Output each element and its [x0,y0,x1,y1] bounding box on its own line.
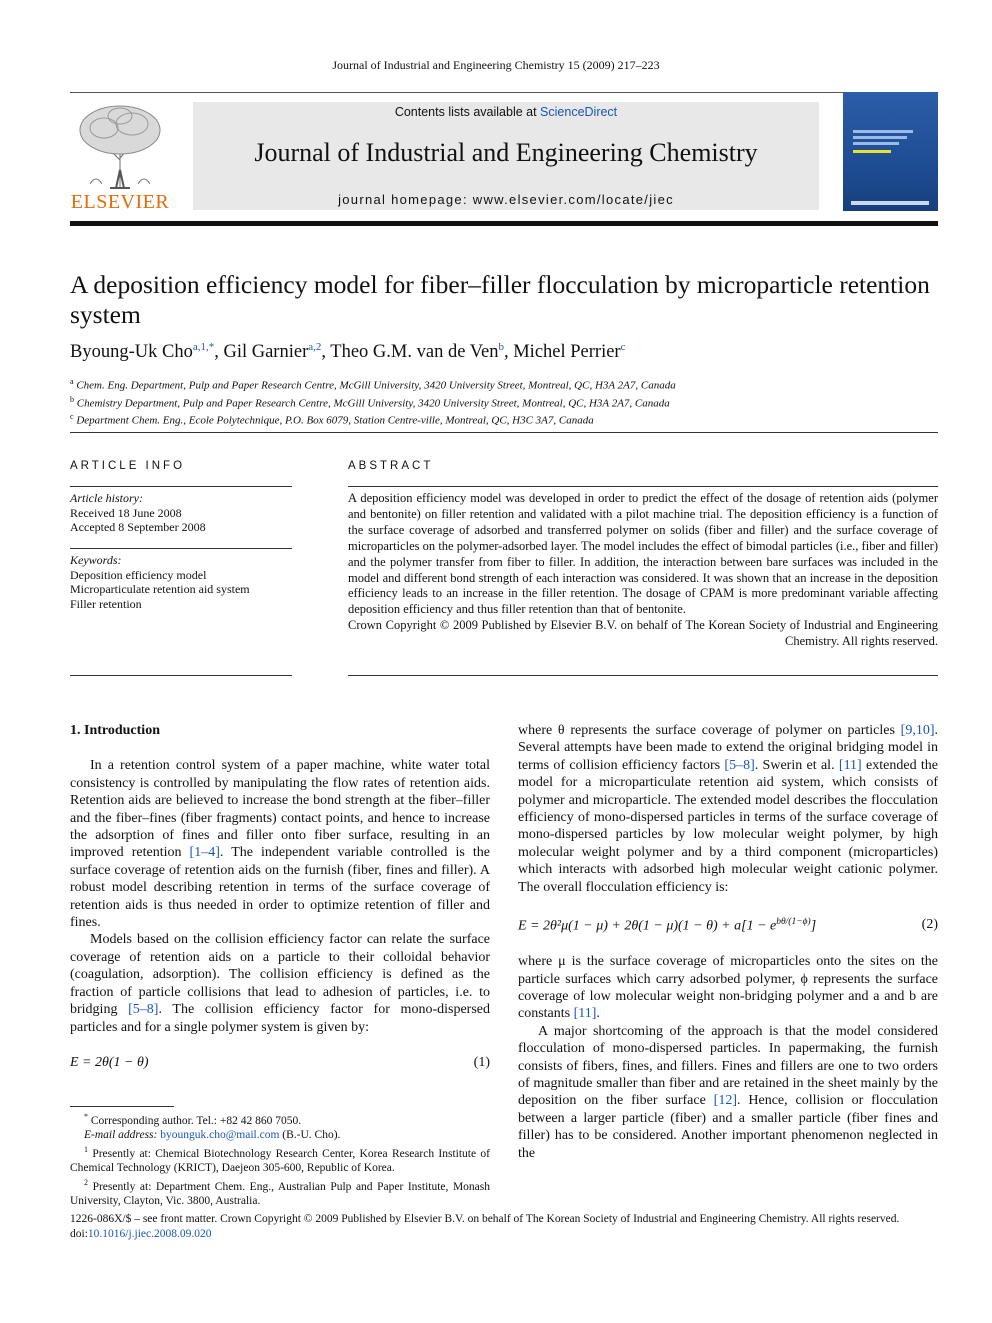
contents-line [193,105,819,119]
paragraph: In a retention control system of a paper machine, white water total consistency is controlled by manipulating the flow rates of retention aids. Retention aids are believed to increase the bond strength at the fiber–filler and the fiber–fines (fiber fragments) contact points, and hence to increase the adsorption of fines and filler onto fiber surface, resulting in an improved retention [1–4]. The independent variable controlled is the surface coverage of retention aids on the furnish (fiber, fines and filler). A robust model describing retention in terms of the surface coverage of retention aids is thus needed in order to optimize retention of filler and fines. [70,758,490,931]
footnotes [70,1110,490,1208]
citation-link[interactable]: [1–4] [189,845,220,861]
affiliation-key: b [70,394,74,404]
abstract-text: A deposition efficiency model was developed in order to predict the effect of the dosage of retention aids (polymer and bentonite) on filler retention and validated with a pilot machine trial. The deposition efficiency is a function of the surface coverage of adsorbed and transferred polymer on solids (fiber and filler) and the surface coverage of microparticles on the polymer-adsorbed layer. The model includes the effect of bimodal particles (i.e., fiber and filler) and the polymer transfer from fiber to filler. In addition, the interaction between bare surfaces was included in the model and different bond strength of each interaction was considered. It was shown that an increase in the deposition efficiency leads to an increase in the filler retention. The dosage of CPAM is more predominant variable affecting deposition efficiency and thus filler retention than that of bentonite. [348,491,938,617]
citation-link[interactable]: [11] [838,757,862,773]
divider [70,432,938,433]
citation-link[interactable]: [5–8] [128,1002,159,1018]
author-separator: , [503,342,514,362]
doi-line: doi:10.1016/j.jiec.2008.09.020 [70,1228,212,1240]
abstract-body [348,491,938,650]
article-history [70,491,292,535]
author-name[interactable]: Gil Garnier [223,342,309,362]
affiliation-item [70,375,930,393]
elsevier-logo [70,100,170,214]
affiliation-text: Department Chem. Eng., Ecole Polytechnique, P.O. Box 6079, Station Centre-ville, Montreal, QC, H3C 3A7, Canada [76,414,594,427]
footnote-1: $^1$ Presently at: Chemical Biotechnology Research Center, Korea Research Institute of Chemical Technology (KRICT), Daejeon 305-600, Republic of Korea. [70,1144,491,1175]
keywords-block [70,553,292,611]
divider [348,486,938,487]
journal-cover-thumbnail [843,92,938,211]
body-column-left [70,722,490,1089]
author-separator: , [214,342,224,362]
author-affiliation-mark[interactable]: b [498,341,504,353]
affiliation-item [70,410,930,428]
affiliation-key: a [70,377,74,386]
author-affiliation-mark[interactable]: a,1,* [192,341,215,353]
header-rule [70,92,938,93]
doi-link[interactable]: 10.1016/j.jiec.2008.09.020 [87,1228,212,1240]
affiliations [70,375,930,428]
equation-1 [70,1054,490,1071]
cover-title-line [853,142,899,145]
cover-accent-bar [853,150,891,153]
abstract-copyright: Crown Copyright © 2009 Published by Elsevier B.V. on behalf of The Korean Society of Industrial and Engineering Chemistry. All rights reserved. [348,618,938,649]
divider [70,548,292,549]
accepted-date: Accepted 8 September 2008 [70,520,206,534]
author-name[interactable]: Theo G.M. van de Ven [330,342,499,362]
equation-2 [518,914,938,935]
journal-homepage[interactable]: journal homepage: www.elsevier.com/locate/jiec [338,192,674,207]
journal-citation: Journal of Industrial and Engineering Chemistry 15 (2009) 217–223 [332,58,660,72]
author-affiliation-mark[interactable]: c [620,341,626,353]
article-info-label: ARTICLE INFO [70,460,186,472]
equation-number: (1) [473,1054,490,1070]
citation-link[interactable]: [12] [713,1093,737,1109]
header-thick-rule [70,221,938,226]
article-title: A deposition efficiency model for fiber–filler flocculation by microparticle retention system [70,270,930,329]
received-date: Received 18 June 2008 [70,505,182,520]
affiliation-text: Chemistry Department, Pulp and Paper Research Centre, McGill University, 3420 University Street, Montreal, QC, H3A 2A7, Canada [76,397,670,410]
paragraph: A major shortcoming of the approach is that the model considered flocculation of mono-dispersed particles. In papermaking, the furnish consists of fibers, fines, and fillers. Fines and fillers are one to two orders of magnitude smaller than fiber and are retained in the sheet mainly by the deposition on the fiber surface [12]. Hence, collision or flocculation between a larger particle (fiber) and a smaller particle (fiber fines and filler) has to be considered. Another important phenomenon neglected in the [518,1023,939,1161]
affiliation-key: c [70,412,74,422]
author-list [70,341,930,363]
footnote-rule [70,1106,174,1107]
citation-link[interactable]: [5–8] [724,757,755,773]
author-affiliation-mark[interactable]: a,2 [308,341,322,353]
elsevier-wordmark: ELSEVIER [70,191,170,213]
citation-link[interactable]: [9,10] [900,723,935,738]
keyword-item: Microparticulate retention aid system [70,582,250,596]
equation-expression: E = 2θ(1 − θ) [70,1054,149,1070]
abstract-label: ABSTRACT [348,460,434,472]
footnote-corresponding: * Corresponding author. Tel.: +82 42 860 7050. [84,1112,302,1127]
page-footer [70,1212,938,1242]
divider [70,675,292,676]
citation-link[interactable]: [11] [573,1006,597,1022]
keywords-label: Keywords: [70,553,122,567]
author-separator: , [321,342,331,362]
footnote-email: E-mail address: byounguk.cho@mail.com (B.-U. Cho). [84,1129,341,1142]
elsevier-tree-icon [70,100,170,192]
email-link[interactable]: byounguk.cho@mail.com [160,1129,280,1142]
contents-prefix: Contents lists available at [394,105,541,119]
keyword-item: Filler retention [70,596,142,611]
body-column-right [518,722,938,1162]
paragraph: where μ is the surface coverage of microparticles onto the sites on the particle surfaces which carry adsorbed polymer, ϕ represents the surface coverage of low molecular weight non-bridging polymer and a and b are constants [11]. [518,954,938,1022]
paragraph: where θ represents the surface coverage of polymer on particles [9,10]. Several attempts have been made to extend the original bridging model in terms of collision efficiency factors [5–8]. Swerin et al. [11] extended the model for a microparticulate retention aid system, which consists of polymer and microparticle. The extended model describes the flocculation efficiency of mono-dispersed particles in terms of the surface coverage of mono-dispersed particles by low molecular weight polymer, by high molecular weight polymer and by a third component (microparticles) which interacts with adsorbed high molecular weight cationic polymer. The overall flocculation efficiency is: [518,723,938,895]
keyword-item: Deposition efficiency model [70,567,207,582]
equation-expression: $E = 2\theta^2\mu(1 - \mu) + 2\theta(1 - \mu)(1 - \theta) + a[1 - e^{b\theta/(1-\phi)}]$ [518,917,817,934]
equation-number: (2) [921,916,938,932]
cover-title-line [853,130,913,133]
affiliation-text: Chem. Eng. Department, Pulp and Paper Research Centre, McGill University, 3420 University Street, Montreal, QC, H3A 2A7, Canada [76,379,676,392]
cover-title-line [853,136,907,139]
author-name[interactable]: Michel Perrier [513,342,621,362]
journal-banner [193,102,819,210]
divider [348,675,938,676]
affiliation-item [70,393,930,411]
sciencedirect-link[interactable]: ScienceDirect [540,105,618,119]
author-name[interactable]: Byoung-Uk Cho [70,342,193,362]
section-heading: 1. Introduction [70,723,160,738]
issn-line: 1226-086X/$ – see front matter. Crown Copyright © 2009 Published by Elsevier B.V. on behalf of The Korean Society of Industrial and Engineering Chemistry. All rights reserved. [70,1213,900,1225]
cover-footer-line [851,201,929,205]
paragraph: Models based on the collision efficiency factor can relate the surface coverage of retention aids on a particle to their colloidal behavior (coagulation, adsorption). The collision efficiency is defined as the fraction of particle collisions that lead to adhesion of particles, i.e. to bridging [5–8]. The collision efficiency factor for mono-dispersed particles and for a single polymer system is given by: [70,932,490,1035]
divider [70,486,292,487]
journal-title: Journal of Industrial and Engineering Chemistry [254,138,758,167]
footnote-2: $^2$ Presently at: Department Chem. Eng., Australian Pulp and Paper Institute, Monash University, Clayton, Vic. 3800, Australia. [70,1177,491,1207]
history-label: Article history: [70,491,143,505]
